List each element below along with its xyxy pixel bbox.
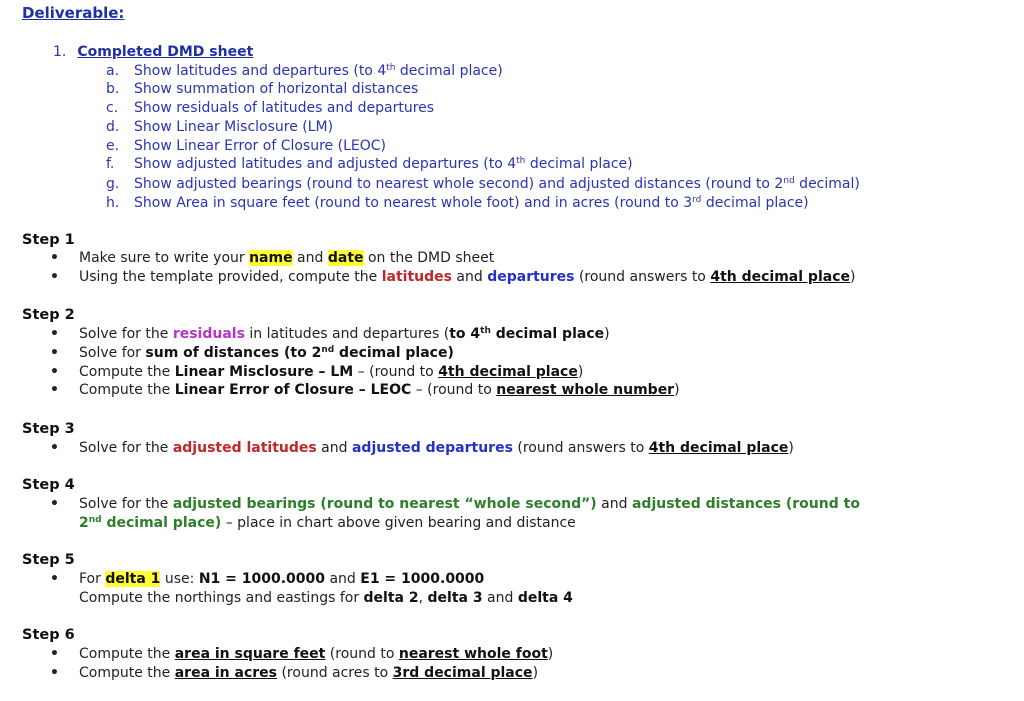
n1-value: N1 = 1000.0000 <box>198 571 325 587</box>
text: ) <box>532 665 539 681</box>
text: Compute the northings and eastings for <box>79 590 364 606</box>
text: – place in chart above given bearing and distance <box>221 515 576 531</box>
bullet: • <box>50 345 59 361</box>
step-3-heading: Step 3 <box>22 421 75 437</box>
bullet: • <box>50 665 59 681</box>
delta-2: delta 2 <box>363 590 419 606</box>
text: Using the template provided, compute the <box>79 269 382 285</box>
text: (round answers to <box>574 269 711 285</box>
text: ) <box>674 382 680 398</box>
sup: th <box>480 326 491 336</box>
sub-marker: d. <box>106 119 120 135</box>
bullet: • <box>50 440 59 456</box>
sub-marker: b. <box>106 81 120 97</box>
step-6-bullet-1 <box>50 645 553 663</box>
precision-term: nearest whole number <box>496 382 675 398</box>
bold-text: to 4 <box>449 326 481 342</box>
delta-4: delta 4 <box>517 590 573 606</box>
text: ) <box>547 646 554 662</box>
area-acres-term: area in acres <box>174 665 278 681</box>
text: (round answers to <box>512 440 649 456</box>
step-4-heading: Step 4 <box>22 477 75 493</box>
text: Solve for the <box>79 326 173 342</box>
step-2-bullet-4 <box>50 381 680 399</box>
text: and <box>596 496 632 512</box>
step-2-bullet-2 <box>50 344 454 362</box>
text: Compute the <box>79 364 175 380</box>
precision-term: 4th decimal place <box>648 440 789 456</box>
text: (round to <box>325 646 399 662</box>
sub-text: Show residuals of latitudes and departures <box>134 100 435 116</box>
latitudes-term: latitudes <box>381 269 452 285</box>
bold-text: decimal place <box>490 326 605 342</box>
text: , <box>418 590 428 606</box>
step-5-bullet-1-cont <box>79 589 573 607</box>
e1-value: E1 = 1000.0000 <box>360 571 485 587</box>
sub-text: Show latitudes and departures (to 4 <box>134 63 387 79</box>
sub-tail: decimal place) <box>525 156 633 172</box>
step-1-bullet-1 <box>50 249 494 267</box>
area-square-feet-term: area in square feet <box>174 646 326 662</box>
sub-item-a <box>106 62 503 80</box>
step-5-heading: Step 5 <box>22 552 75 568</box>
sub-item-g <box>106 175 860 193</box>
step-4-bullet-1 <box>50 495 860 513</box>
precision-term: nearest whole foot <box>398 646 548 662</box>
text: ) <box>577 364 584 380</box>
text: Compute the <box>79 382 175 398</box>
text: and <box>292 250 328 266</box>
adjusted-distances-term: adjusted distances (round to <box>631 496 860 512</box>
step-5-bullet-1 <box>50 570 484 588</box>
text: and <box>451 269 488 285</box>
precision-term: 4th decimal place <box>438 364 578 380</box>
sub-item-d <box>106 118 333 136</box>
text: in latitudes and departures ( <box>244 326 450 342</box>
text: Solve for the <box>79 440 173 456</box>
text: Compute the <box>79 646 175 662</box>
step-1-heading: Step 1 <box>22 232 75 248</box>
text: use: <box>160 571 199 587</box>
sub-marker: c. <box>106 100 119 116</box>
sub-marker: a. <box>106 63 120 79</box>
text: For <box>79 571 106 587</box>
residuals-term: residuals <box>172 326 245 342</box>
sub-marker: h. <box>106 195 120 211</box>
bullet: • <box>50 269 59 285</box>
text: and <box>316 440 352 456</box>
sup: nd <box>321 345 335 355</box>
bullet: • <box>50 571 59 587</box>
sub-marker: g. <box>106 176 120 192</box>
text: ) <box>604 326 610 342</box>
bold-text: Linear Error of Closure – LEOC <box>174 382 412 398</box>
step-2-bullet-1 <box>50 325 610 343</box>
deliverable-heading: Completed DMD sheet <box>77 44 254 60</box>
sub-text: Show summation of horizontal distances <box>134 81 419 97</box>
sub-tail: decimal place) <box>395 63 503 79</box>
step-6-heading: Step 6 <box>22 627 75 643</box>
sub-tail: decimal) <box>794 176 860 192</box>
name-highlight: name <box>249 250 293 266</box>
text: and <box>482 590 518 606</box>
adjusted-departures-term: adjusted departures <box>351 440 513 456</box>
bold-text: Linear Misclosure – LM <box>174 364 354 380</box>
delta-3: delta 3 <box>427 590 483 606</box>
adjusted-distances-term: 2 <box>79 515 89 531</box>
item-number: 1. <box>53 44 67 60</box>
deliverable-item-1 <box>53 43 253 61</box>
deliverable-title: Deliverable: <box>22 4 125 22</box>
text: – (round to <box>411 382 497 398</box>
date-highlight: date <box>327 250 364 266</box>
step-3-bullet-1 <box>50 439 794 457</box>
text: (round acres to <box>277 665 393 681</box>
text: – (round to <box>353 364 439 380</box>
delta-1-highlight: delta 1 <box>105 571 161 587</box>
sup: nd <box>88 515 102 525</box>
sub-marker: e. <box>106 138 120 154</box>
sub-item-h <box>106 194 809 212</box>
step-6-bullet-2 <box>50 664 538 682</box>
text: Compute the <box>79 665 175 681</box>
sub-text: Show adjusted latitudes and adjusted departures (to 4 <box>134 156 517 172</box>
sub-marker: f. <box>106 156 115 172</box>
text: ) <box>788 440 794 456</box>
text: Solve for the <box>79 496 173 512</box>
adjusted-bearings-term: adjusted bearings (round to nearest “whole second”) <box>172 496 597 512</box>
sub-tail: decimal place) <box>701 195 809 211</box>
sub-item-e <box>106 137 386 155</box>
sub-sup: th <box>386 63 396 73</box>
bold-text: sum of distances (to 2 <box>145 345 322 361</box>
step-4-bullet-1-cont <box>79 514 576 532</box>
bullet: • <box>50 382 59 398</box>
sub-text: Show Area in square feet (round to nearest whole foot) and in acres (round to 3 <box>134 195 693 211</box>
bullet: • <box>50 364 59 380</box>
text: ) <box>850 269 856 285</box>
sub-item-b <box>106 80 418 98</box>
adjusted-latitudes-term: adjusted latitudes <box>172 440 317 456</box>
bold-text: decimal place) <box>334 345 454 361</box>
precision-term: 3rd decimal place <box>392 665 533 681</box>
step-2-bullet-3 <box>50 363 583 381</box>
sub-item-f <box>106 155 633 173</box>
departures-term: departures <box>487 269 575 285</box>
sub-text: Show Linear Error of Closure (LEOC) <box>134 138 386 154</box>
adjusted-distances-term: decimal place) <box>101 515 222 531</box>
step-1-bullet-2 <box>50 268 855 286</box>
text: on the DMD sheet <box>363 250 495 266</box>
text: Solve for <box>79 345 146 361</box>
text: Make sure to write your <box>79 250 250 266</box>
text: and <box>325 571 361 587</box>
sub-text: Show Linear Misclosure (LM) <box>134 119 334 135</box>
sub-sup: th <box>516 156 526 166</box>
precision-term: 4th decimal place <box>710 269 850 285</box>
bullet: • <box>50 250 59 266</box>
step-2-heading: Step 2 <box>22 307 75 323</box>
sub-item-c <box>106 99 434 117</box>
sub-text: Show adjusted bearings (round to nearest whole second) and adjusted distances (round to 2 <box>134 176 784 192</box>
bullet: • <box>50 496 59 512</box>
sub-sup: nd <box>783 176 795 186</box>
bullet: • <box>50 646 59 662</box>
sub-sup: rd <box>692 195 702 205</box>
bullet: • <box>50 326 59 342</box>
